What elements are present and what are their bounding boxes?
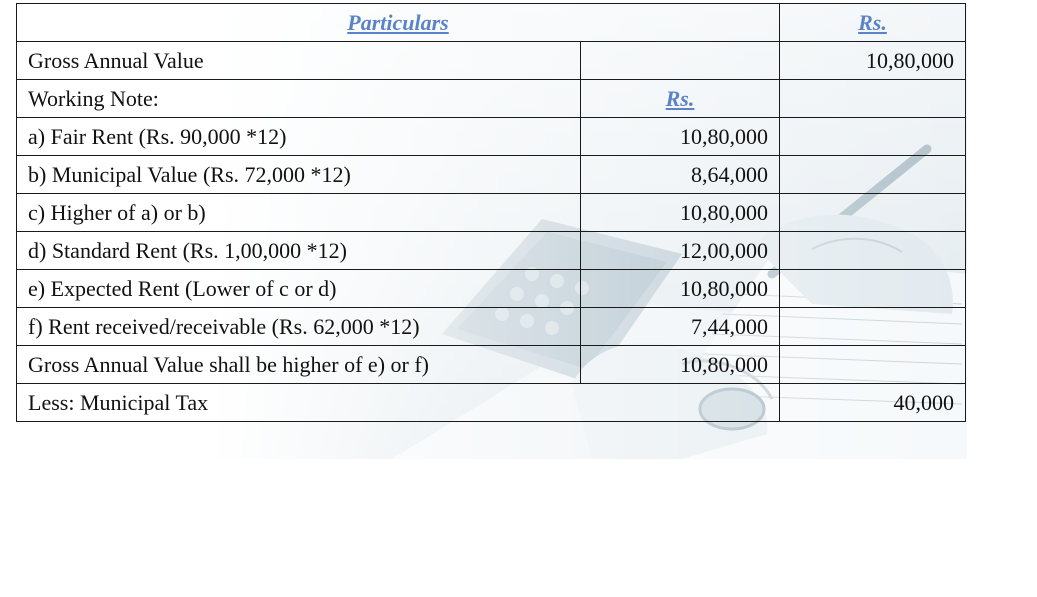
table-row bbox=[17, 384, 966, 422]
row-amount bbox=[780, 118, 966, 156]
table-row bbox=[17, 156, 966, 194]
row-label: Less: Municipal Tax bbox=[17, 384, 780, 422]
row-working: 7,44,000 bbox=[581, 308, 780, 346]
table-row bbox=[17, 118, 966, 156]
particulars-header-cell bbox=[17, 4, 780, 42]
row-label: c) Higher of a) or b) bbox=[17, 194, 581, 232]
row-working: 12,00,000 bbox=[581, 232, 780, 270]
row-amount: 10,80,000 bbox=[780, 42, 966, 80]
row-working: 10,80,000 bbox=[581, 270, 780, 308]
row-working bbox=[581, 42, 780, 80]
row-amount bbox=[780, 194, 966, 232]
amount-header[interactable]: Rs. bbox=[858, 9, 887, 35]
table-row bbox=[17, 270, 966, 308]
table-row bbox=[17, 80, 966, 118]
particulars-header[interactable]: Particulars bbox=[347, 9, 449, 35]
table-row bbox=[17, 194, 966, 232]
table-row bbox=[17, 232, 966, 270]
row-working: 10,80,000 bbox=[581, 194, 780, 232]
working-header[interactable]: Rs. bbox=[665, 85, 695, 111]
table-row bbox=[17, 42, 966, 80]
row-label: Gross Annual Value shall be higher of e) or f) bbox=[17, 346, 581, 384]
row-amount bbox=[780, 270, 966, 308]
row-label: Gross Annual Value bbox=[17, 42, 581, 80]
row-working: 10,80,000 bbox=[581, 346, 780, 384]
row-label: b) Municipal Value (Rs. 72,000 *12) bbox=[17, 156, 581, 194]
row-label: Working Note: bbox=[17, 80, 581, 118]
row-label: f) Rent received/receivable (Rs. 62,000 *12) bbox=[17, 308, 581, 346]
row-label: e) Expected Rent (Lower of c or d) bbox=[17, 270, 581, 308]
row-amount: 40,000 bbox=[780, 384, 966, 422]
table-row bbox=[17, 346, 966, 384]
row-label: a) Fair Rent (Rs. 90,000 *12) bbox=[17, 118, 581, 156]
row-amount bbox=[780, 232, 966, 270]
row-working: 8,64,000 bbox=[581, 156, 780, 194]
table-row bbox=[17, 308, 966, 346]
row-amount bbox=[780, 308, 966, 346]
row-amount bbox=[780, 80, 966, 118]
row-working: 10,80,000 bbox=[581, 118, 780, 156]
row-label: d) Standard Rent (Rs. 1,00,000 *12) bbox=[17, 232, 581, 270]
computation-table bbox=[16, 3, 966, 422]
working-header-cell bbox=[581, 80, 780, 118]
header-row bbox=[17, 4, 966, 42]
row-amount bbox=[780, 346, 966, 384]
amount-header-cell bbox=[780, 4, 966, 42]
row-amount bbox=[780, 156, 966, 194]
